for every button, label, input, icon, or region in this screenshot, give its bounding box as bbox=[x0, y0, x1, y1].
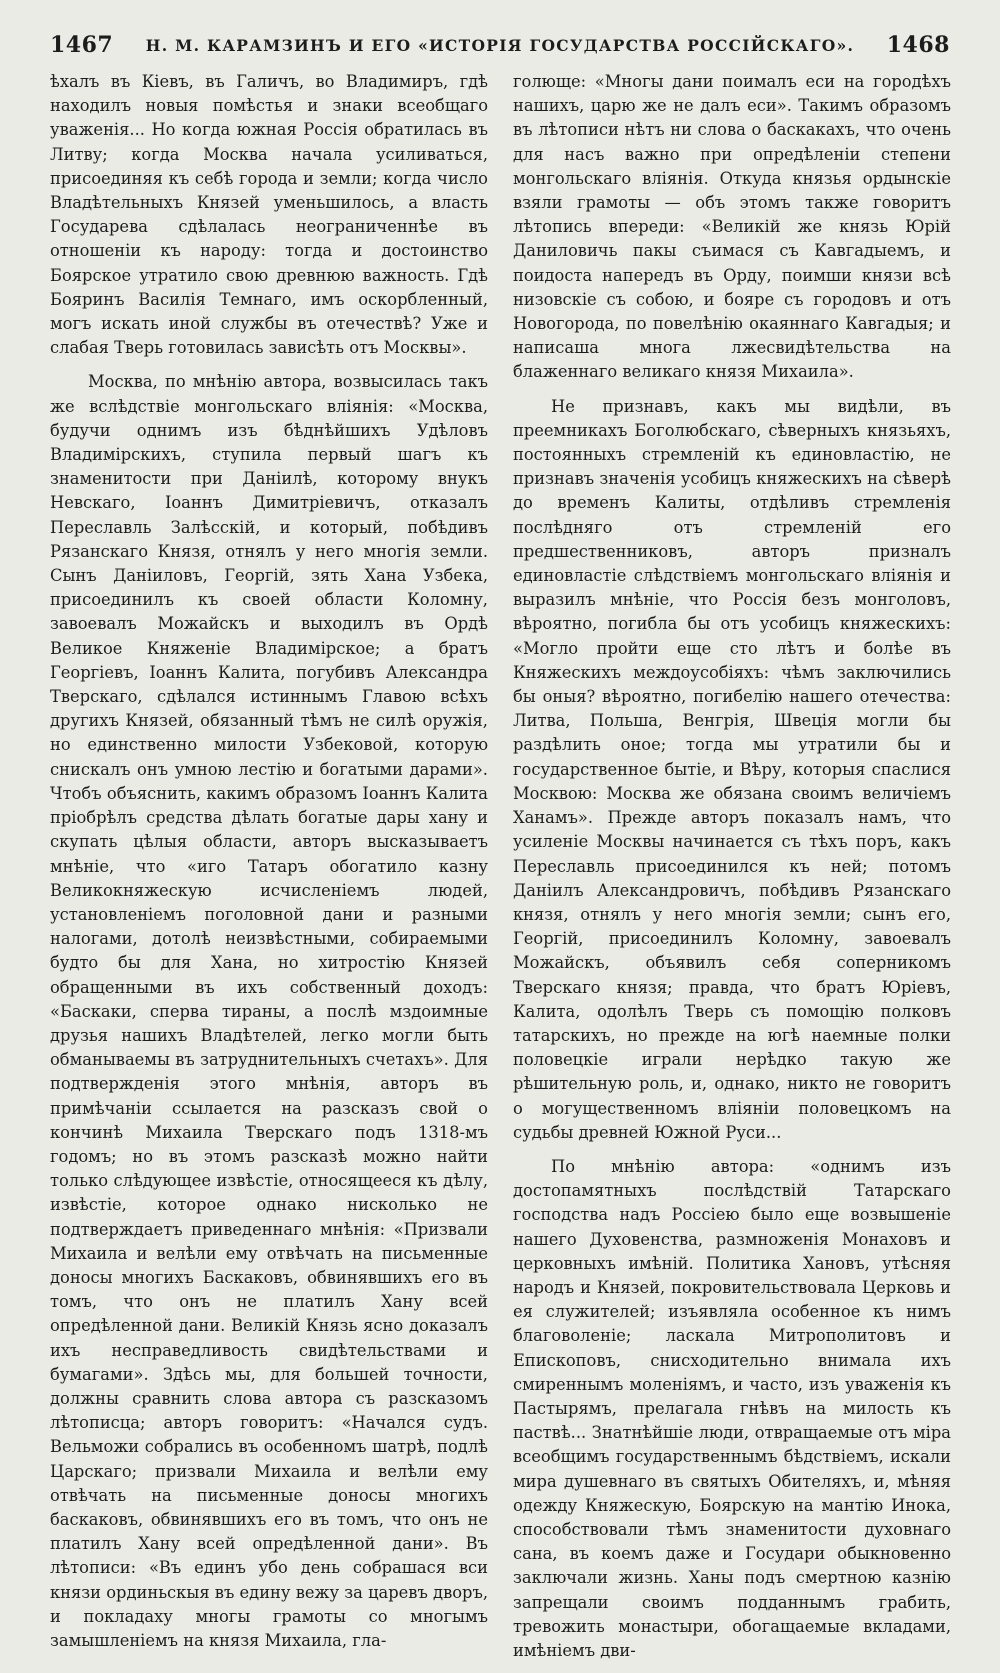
right-paragraph-2: Не признавъ, какъ мы видѣли, въ преемникахъ Боголюбскаго, сѣверныхъ князьяхъ, постоянныхъ стремленій къ единовластію, не признавъ значенія усобицъ княжескихъ на сѣверѣ до временъ Калиты, отдѣливъ стремленія послѣдняго отъ стремленій его предшественниковъ, авторъ призналъ единовластіе слѣдствіемъ монгольскаго вліянія и выразилъ мнѣніе, что Россія безъ монголовъ, вѣроятно, погибла бы отъ усобицъ княжескихъ: «Могло пройти еще сто лѣтъ и болѣе въ Княжескихъ междоусобіяхъ: чѣмъ заключились бы оныя? вѣроятно, погибелію нашего отечества: Литва, Польша, Венгрія, Швеція могли бы раздѣлить оное; тогда мы утратили бы и государственное бытіе, и Вѣру, которыя спаслися Москвою: Москва же обязана своимъ величіемъ Ханамъ». Прежде авторъ показалъ намъ, что усиленіе Москвы начинается съ тѣхъ поръ, какъ Переславль присоединился къ ней; потомъ Даніилъ Александровичъ, побѣдивъ Рязанскаго князя, отнялъ у него многія земли; сынъ его, Георгій, присоединилъ Коломну, завоевалъ Можайскъ, объявилъ себя соперникомъ Тверскаго князя; правда, что братъ Юріевъ, Калита, одолѣлъ Тверь съ помощію полковъ татарскихъ, но прежде на югѣ наемные полки половецкіе играли нерѣдко такую же рѣшительную роль, и, однако, никто не говоритъ о могущественномъ вліяніи половецкомъ на судьбы древней Южной Руси... bbox=[513, 396, 951, 1142]
left-column bbox=[50, 70, 488, 1663]
running-title: Н. М. КАРАМЗИНЪ И ЕГО «ИСТОРІЯ ГОСУДАРСТВА РОССІЙСКАГО». bbox=[145, 35, 855, 55]
right-paragraph-3: По мнѣнію автора: «однимъ изъ достопамятныхъ послѣдствій Татарскаго господства надъ Россіею было еще возвышеніе нашего Духовенства, размноженія Монаховъ и церковныхъ имѣній. Политика Хановъ, утѣсняя народъ и Князей, покровительствовала Церковь и ея служителей; изъявляла особенное къ нимъ благоволеніе; ласкала Митрополитовъ и Епископовъ, снисходительно внимала ихъ смиреннымъ моленіямъ, и часто, изъ уваженія къ Пастырямъ, прелагала гнѣвъ на милость къ паствѣ... Знатнѣйшіе люди, отвращаемые отъ міра всеобщимъ государственнымъ бѣдствіемъ, искали мира душевнаго въ святыхъ Обителяхъ, и, мѣняя одежду Княжескую, Боярскую на мантію Инока, способствовали тѣмъ знаменитости духовнаго сана, въ коемъ даже и Государи обыкновенно заключали жизнь. Ханы подъ смертною казнію запрещали своимъ подданнымъ грабить, тревожить монастыри, обогащаемые вкладами, имѣніемъ дви- bbox=[513, 1156, 951, 1660]
running-header bbox=[50, 28, 950, 62]
left-page-number: 1467 bbox=[50, 32, 114, 58]
left-paragraph-1: ѣхалъ въ Кіевъ, въ Галичъ, во Владимиръ, гдѣ находилъ новыя помѣстья и знаки всеобщаго уваженія... Но когда южная Россія обратилась въ Литву; когда Москва начала усиливаться, присоединяя къ себѣ города и земли; когда число Владѣтельныхъ Князей уменьшилось, а власть Государева сдѣлалась неограниченнѣе въ отношеніи къ народу: тогда и достоинство Боярское утратило свою древнюю важность. Гдѣ Бояринъ Василія Темнаго, имъ оскорбленный, могъ искать иной службы въ отечествѣ? Уже и слабая Тверь готовилась зависѣть отъ Москвы». bbox=[50, 72, 488, 358]
right-paragraph-1: голюще: «Многы дани поималъ еси на городѣхъ нашихъ, царю же не далъ еси». Такимъ образомъ въ лѣтописи нѣтъ ни слова о баскакахъ, что очень для насъ важно при опредѣленіи степени монгольскаго вліянія. Откуда князья ордынскіе взяли грамоты — объ этомъ также говоритъ лѣтопись впереди: «Великій же князь Юрій Даниловичь пакы съимася съ Кавгадыемъ, и поидоста напередъ въ Орду, поимши князи всѣ низовскіе съ собою, и бояре съ городовъ и отъ Новогорода, по повелѣнію окаяннаго Кавгадыя; и написаша многа лжесвидѣтельства на блаженнаго великаго князя Михаила». bbox=[513, 72, 951, 382]
left-paragraph-2: Москва, по мнѣнію автора, возвысилась такъ же вслѣдствіе монгольскаго вліянія: «Москва, будучи однимъ изъ бѣднѣйшихъ Удѣловъ Владимірскихъ, ступила первый шагъ къ знаменитости при Даніилѣ, которому внукъ Невскаго, Іоаннъ Димитріевичъ, отказалъ Переславль Залѣсскій, и который, побѣдивъ Рязанскаго Князя, отнялъ у него многія земли. Сынъ Даніиловъ, Георгій, зять Хана Узбека, присоединилъ къ своей области Коломну, завоевалъ Можайскъ и выходилъ въ Ордѣ Великое Княженіе Владимірское; а братъ Георгіевъ, Іоаннъ Калита, погубивъ Александра Тверскаго, сдѣлался истиннымъ Главою всѣхъ другихъ Князей, обязанный тѣмъ не силѣ оружія, но единственно милости Узбековой, которую снискалъ онъ умною лестію и богатыми дарами». Чтобъ объяснить, какимъ образомъ Іоаннъ Калита пріобрѣлъ средства дѣлать богатые дары хану и скупать цѣлыя области, авторъ высказываетъ мнѣніе, что «иго Татаръ обогатило казну Великокняжескую исчисленіемъ людей, установленіемъ поголовной дани и разными налогами, дотолѣ неизвѣстными, собираемыми будто бы для Хана, но хитростію Князей обращенными въ ихъ собственный доходъ: «Баскаки, сперва тираны, а послѣ мздоимные друзья нашихъ Владѣтелей, легко могли быть обманываемы въ затруднительныхъ счетахъ». Для подтвержденія этого мнѣнія, авторъ въ примѣчаніи ссылается на разсказъ свой о кончинѣ Михаила Тверскаго подъ 1318-мъ годомъ; но въ этомъ разсказѣ можно найти только слѣдующее извѣстіе, относящееся къ дѣлу, извѣстіе, которое однако нисколько не подтверждаетъ приведеннаго мнѣнія: «Призвали Михаила и велѣли ему отвѣчать на письменные доносы многихъ Баскаковъ, обвинявшихъ его въ томъ, что онъ не платилъ Хану всей опредѣленной дани. Великій Князь ясно доказалъ ихъ несправедливость свидѣтельствами и бумагами». Здѣсь мы, для большей точности, должны сравнить слова автора съ разсказомъ лѣтописца; авторъ говоритъ: «Начался судъ. Вельможи собрались въ особенномъ шатрѣ, подлѣ Царскаго; призвали Михаила и велѣли ему отвѣчать на письменные доносы многихъ баскаковъ, обвинявшихъ его въ томъ, что онъ не платилъ Хану всей опредѣленной дани». Въ лѣтописи: «Въ единъ убо день собрашася вси князи ординьскыя въ едину вежу за царевъ дворъ, и покладаху многы грамоты со многымъ замышленіемъ на князя Михаила, гла- bbox=[50, 372, 488, 1650]
right-column bbox=[513, 70, 951, 1673]
right-page-number: 1468 bbox=[886, 32, 950, 58]
